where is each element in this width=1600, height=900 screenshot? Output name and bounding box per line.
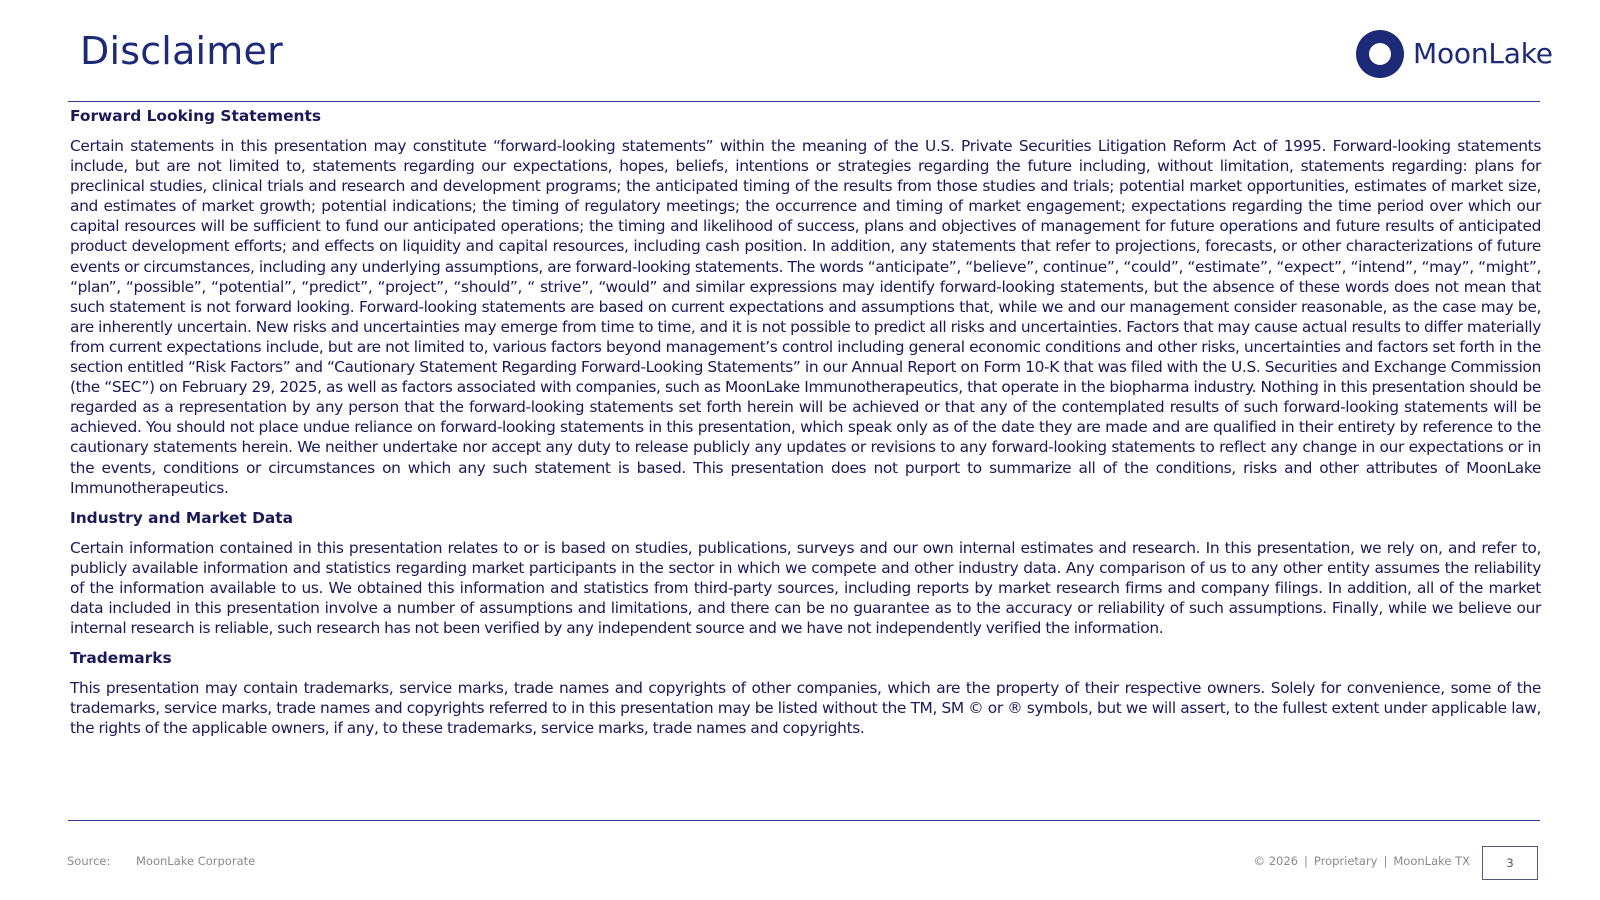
- logo-wordmark: MoonLake: [1413, 37, 1553, 70]
- section-heading: Industry and Market Data: [70, 508, 294, 527]
- section-body: Certain statements in this presentation may constitute “forward-looking statements” within the meaning of the U.S. Private Securities Litigation Reform Act of 1995. Forward-looking statements include, but are not limited to, statements regarding our expectations, hopes, beliefs, intentions or strategies regarding the future including, without limitation, statements regarding: plans for preclinical studies, clinical trials and research and development programs; the anticipated timing of the results from those studies and trials; potential market opportunities, estimates of market size, and estimates of market growth; potential indications; the timing of regulatory meetings; the occurrence and timing of market engagement; expectations regarding the time period over which our capital resources will be sufficient to fund our anticipated operations; the timing and likelihood of success, plans and objectives of management for future operations and future results of anticipated product development efforts; and effects on liquidity and capital resources, including cash position. In addition, any statements that refer to projections, forecasts, or other characterizations of future events or circumstances, including any underlying assumptions, are forward-looking statements. The words “anticipate”, “believe”, continue”, “could”, “estimate”, “expect”, “intend”, “may”, “might”, “plan”, “possible”, “potential”, “predict”, “project”, “should”, “ strive”, “would” and similar expressions may identify forward-looking statements, but the absence of these words does not mean that such statement is not forward looking. Forward-looking statements are based on current expectations and assumptions that, while we and our management consider reasonable, as the case may be, are inherently uncertain. New risks and uncertainties may emerge from time to time, and it is not possible to predict all risks and uncertainties. Factors that may cause actual results to differ materially from current expectations include, but are not limited to, various factors beyond management’s control including general economic conditions and other risks, uncertainties and factors set forth in the section entitled “Risk Factors” and “Cautionary Statement Regarding Forward-Looking Statements” in our Annual Report on Form 10-K that was filed with the U.S. Securities and Exchange Commission (the “SEC”) on February 29, 2025, as well as factors associated with companies, such as MoonLake Immunotherapeutics, that operate in the biopharma industry. Nothing in this presentation should be regarded as a representation by any person that the forward-looking statements set forth herein will be achieved or that any of the contemplated results of such forward-looking statements will be achieved. You should not place undue reliance on forward-looking statements in this presentation, which speak only as of the date they are made and are qualified in their entirety by reference to the cautionary statements herein. We neither undertake nor accept any duty to release publicly any updates or revisions to any forward-looking statements to reflect any change in our expectations or in the events, conditions or circumstances on which any such statement is based. This presentation does not purport to summarize all of the conditions, risks and other attributes of MoonLake Immunotherapeutics.: [70, 137, 1541, 497]
- section-heading: Forward Looking Statements: [70, 107, 321, 125]
- section-body: This presentation may contain trademarks, service marks, trade names and copyrights of other companies, which are the property of their respective owners. Solely for convenience, some of the trademarks, service marks, trade names and copyrights referred to in this presentation may be listed without the TM, SM © or ® symbols, but we will assert, to the fullest extent under applicable law, the rights of the applicable owners, if any, to these trademarks, service marks, trade names and copyrights.: [70, 679, 1541, 738]
- section-forward-looking: [70, 106, 1541, 498]
- disclaimer-content: [70, 106, 1541, 738]
- footer-source-label: Source:: [67, 854, 111, 868]
- section-industry-market-data: [70, 508, 1541, 638]
- footer-divider: [68, 820, 1540, 821]
- footer-legal: [1254, 854, 1470, 868]
- footer-separator: |: [1303, 854, 1308, 868]
- moonlake-logo-icon: [1356, 30, 1404, 78]
- header-divider: [68, 101, 1540, 102]
- section-heading: Trademarks: [70, 649, 172, 668]
- footer-proprietary: Proprietary: [1313, 854, 1378, 868]
- footer-company: MoonLake TX: [1393, 854, 1470, 868]
- footer-source-value: MoonLake Corporate: [136, 854, 256, 868]
- page-number: 3: [1482, 846, 1538, 880]
- moonlake-logo: [1356, 28, 1553, 80]
- section-trademarks: [70, 648, 1541, 738]
- page-title: Disclaimer: [80, 29, 283, 73]
- footer-separator: |: [1383, 854, 1388, 868]
- section-body: Certain information contained in this presentation relates to or is based on studies, publications, surveys and our own internal estimates and research. In this presentation, we rely on, and refer to, publicly available information and statistics regarding market participants in the sector in which we compete and other industry data. Any comparison of us to any other entity assumes the reliability of the information available to us. We obtained this information and statistics from third-party sources, including reports by market research firms and company filings. In addition, all of the market data included in this presentation involve a number of assumptions and limitations, and there can be no guarantee as to the accuracy or reliability of such assumptions. Finally, while we believe our internal research is reliable, such research has not been verified by any independent source and we have not independently verified the information.: [70, 538, 1541, 638]
- footer-copyright: © 2026: [1253, 854, 1298, 868]
